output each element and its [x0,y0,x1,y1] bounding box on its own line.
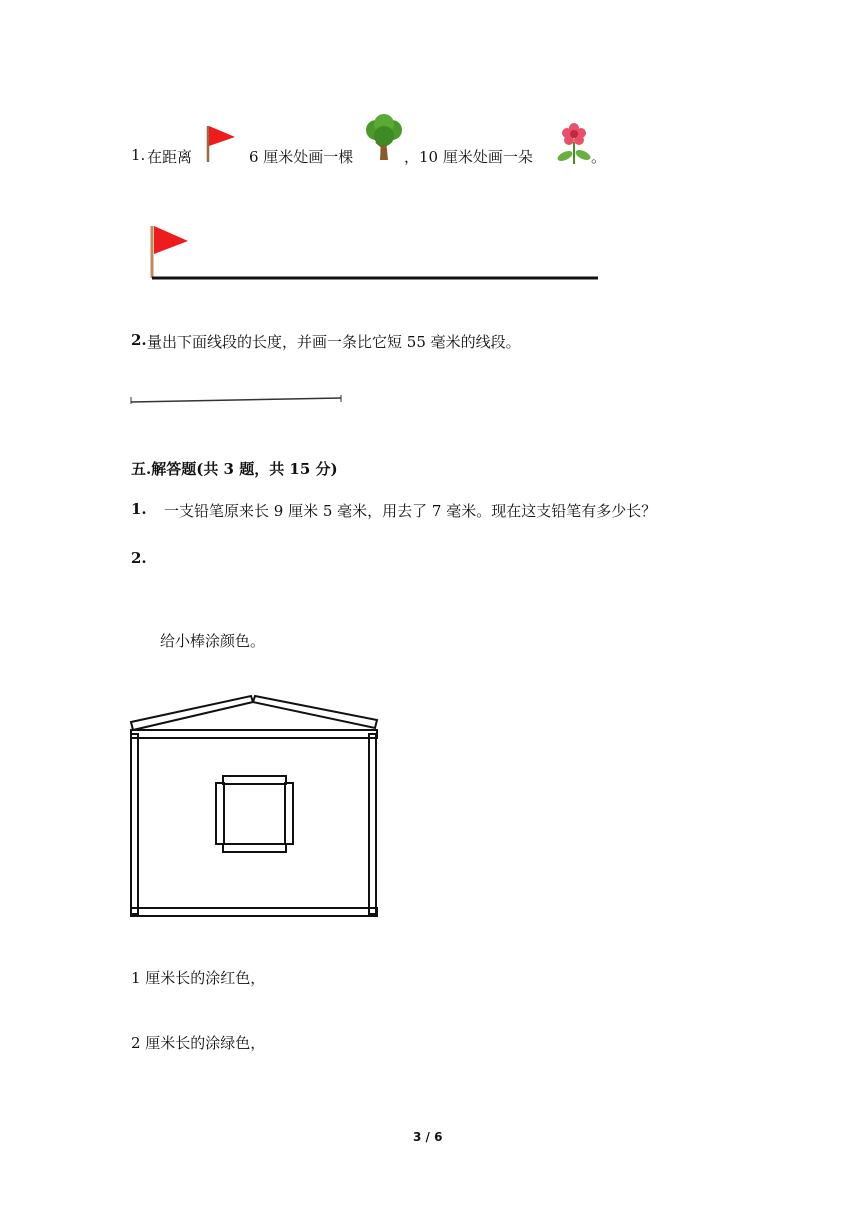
question-text: 6 厘米处画一棵 [249,148,354,166]
stick-house-figure [128,694,382,920]
flower-icon [555,122,593,166]
section-heading: 五.解答题(共 3 题，共 15 分) [131,460,338,478]
line-segment [128,394,348,406]
question-number: 2. [131,549,147,567]
question-text: 量出下面线段的长度，并画一条比它短 55 毫米的线段。 [147,333,521,351]
question-text: 在距离 [147,148,193,166]
flag-baseline-figure [140,222,610,284]
flag-icon [205,124,237,164]
question-instruction: 给小棒涂颜色。 [160,632,266,650]
page-number: 3 / 6 [413,1130,443,1144]
question-text: ，10 厘米处画一朵 [404,148,533,166]
question-number: 2. [131,331,147,349]
question-text: 一支铅笔原来长 9 厘米 5 毫米，用去了 7 毫米。现在这支铅笔有多少长？ [164,502,657,520]
question-text: 。 [591,148,607,166]
instruction-line: 1 厘米长的涂红色， [131,969,266,987]
question-number: 1. [131,146,146,164]
question-number: 1. [131,500,147,518]
tree-icon [362,114,406,162]
instruction-line: 2 厘米长的涂绿色， [131,1034,266,1052]
